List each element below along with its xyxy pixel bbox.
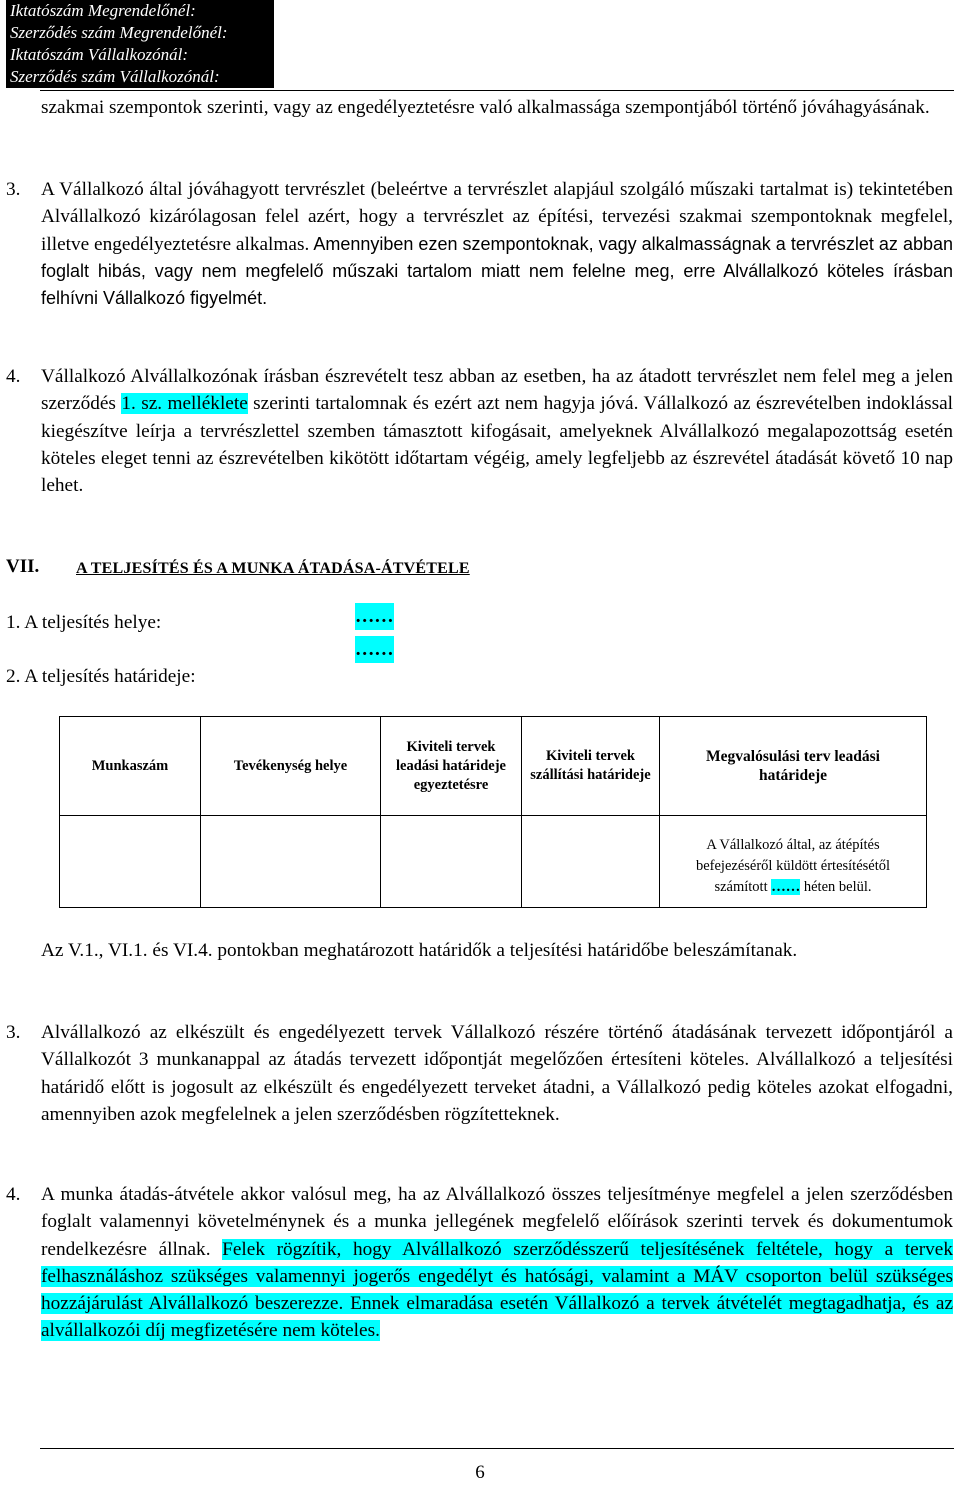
table-cell [380,815,522,908]
annex-highlight: 1. sz. melléklete [121,393,248,415]
footer-divider [40,1448,954,1449]
header-line: Szerződés szám Vállalkozónál: [10,67,220,86]
table-header-cell: Megvalósulási terv leadási határideje [659,716,927,816]
para3-number: 3. [6,179,21,200]
para4b-number: 4. [6,1184,21,1205]
para3-text: A Vállalkozó által jóváhagyott tervrészlet (beleértve a tervrészlet alapjául szolgáló műszaki tartalmat is) tekintetében Alvállalkozó kizárólagosan felel azért, hogy a tervrészlet az építési, tervezési szakmai szempontoknak megfelel, illetve engedélyeztetésre alkalmas. Amennyiben ezen szempontoknak, vagy alkalmasságnak a tervrészlet az abban foglalt hibás, vagy nem megfelelő műszaki tartalom miatt nem felelne meg, erre Alvállalkozó köteles írásban felhívni Vállalkozó figyelmét. [41,179,953,309]
after-table-paragraph: Az V.1., VI.1. és VI.4. pontokban meghatározott határidők a teljesítési határidőbe beleszámítanak. [41,940,798,961]
table-cell-deadline: A Vállalkozó által, az átépítés befejezéséről küldött értesítésétől számított …… héten belül. [659,815,927,908]
item1-value: …… [355,603,394,630]
table-header-cell: Kiviteli tervek leadási határideje egyeztetésre [380,716,522,816]
header-line: Iktatószám Megrendelőnél: [10,1,196,20]
section-number: VII. [6,556,40,577]
item2-value-top: …… [355,636,394,663]
table-header-cell: Munkaszám [59,716,201,816]
header-line: Iktatószám Vállalkozónál: [10,45,189,64]
table-header-cell: Kiviteli tervek szállítási határideje [521,716,660,816]
table-cell [59,815,201,908]
para4-text: Vállalkozó Alvállalkozónak írásban észrevételt tesz abban az esetben, ha az átadott tervrészlet nem felel meg a jelen szerződés 1. sz. melléklete szerinti tartalomnak és ezért azt nem hagyja jóvá. Vállalkozó az észrevételben indoklással kiegészítve leírja a tervrészlettel szemben támasztott kifogásait, amelyeknek Alvállalkozó megalapozottság esetén köteles eleget tenni az észrevételben kikötött időtartam végéig, amely legfeljebb az észrevétel átadását követő 10 nap lehet. [41,366,954,497]
document-header [6,0,274,88]
intro-paragraph: szakmai szempontok szerinti, vagy az engedélyeztetésre való alkalmassága szempontjából történő jóváhagyásának. [41,97,930,118]
para3b-text: Alvállalkozó az elkészült és engedélyezett tervek Vállalkozó részére történő átadásának tervezett időpontjáról a Vállalkozót 3 munkanappal az átadás tervezett időpontját megelőzően értesíteni köteles. Alvállalkozó a teljesítési határidő előtt is jogosult az elkészült és engedélyezett terveket átadni, a Vállalkozó pedig köteles azokat elfogadni, amennyiben azok megfelelnek a jelen szerződésben rögzítetteknek. [41,1022,953,1125]
item1-label: 1. A teljesítés helye: [6,612,162,633]
header-divider [40,90,954,91]
table-cell [521,815,660,908]
para4-number: 4. [6,366,21,387]
para3b-number: 3. [6,1022,21,1043]
table-cell [200,815,381,908]
item2-label: 2. A teljesítés határideje: [6,666,196,687]
header-line: Szerződés szám Megrendelőnél: [10,23,228,42]
deadline-table [59,716,927,908]
section-title: A TELJESÍTÉS ÉS A MUNKA ÁTADÁSA-ÁTVÉTELE [76,560,470,577]
table-header-cell: Tevékenység helye [200,716,381,816]
page-number: 6 [475,1462,485,1483]
para4b-text: A munka átadás-átvétele akkor valósul meg, ha az Alvállalkozó összes teljesítménye megfelel a jelen szerződésben foglalt valamennyi követelménynek és a munka jellegének megfelelő előírások szerinti tervek és dokumentumok rendelkezésre állnak. Felek rögzítik, hogy Alvállalkozó szerződésszerű teljesítésének feltétele, hogy a tervek felhasználáshoz szükséges valamennyi jogerős engedélyt és hatósági, valamint a MÁV csoporton belül szükséges hozzájárulást Alvállalkozó beszerezze. Ennek elmaradása esetén Vállalkozó a tervek átvételét megtagadhatja, és az alvállalkozói díj megfizetésére nem köteles. [41,1184,953,1342]
conditions-highlight: Felek rögzítik, hogy Alvállalkozó szerződésszerű teljesítésének feltétele, hogy a tervek felhasználáshoz szükséges valamennyi jogerős engedélyt és hatósági, valamint a MÁV csoporton belül szükséges hozzájárulást Alvállalkozó beszerezze. Ennek elmaradása esetén Vállalkozó a tervek átvételét megtagadhatja, és az alvállalkozói díj megfizetésére nem köteles. [41,1238,953,1342]
